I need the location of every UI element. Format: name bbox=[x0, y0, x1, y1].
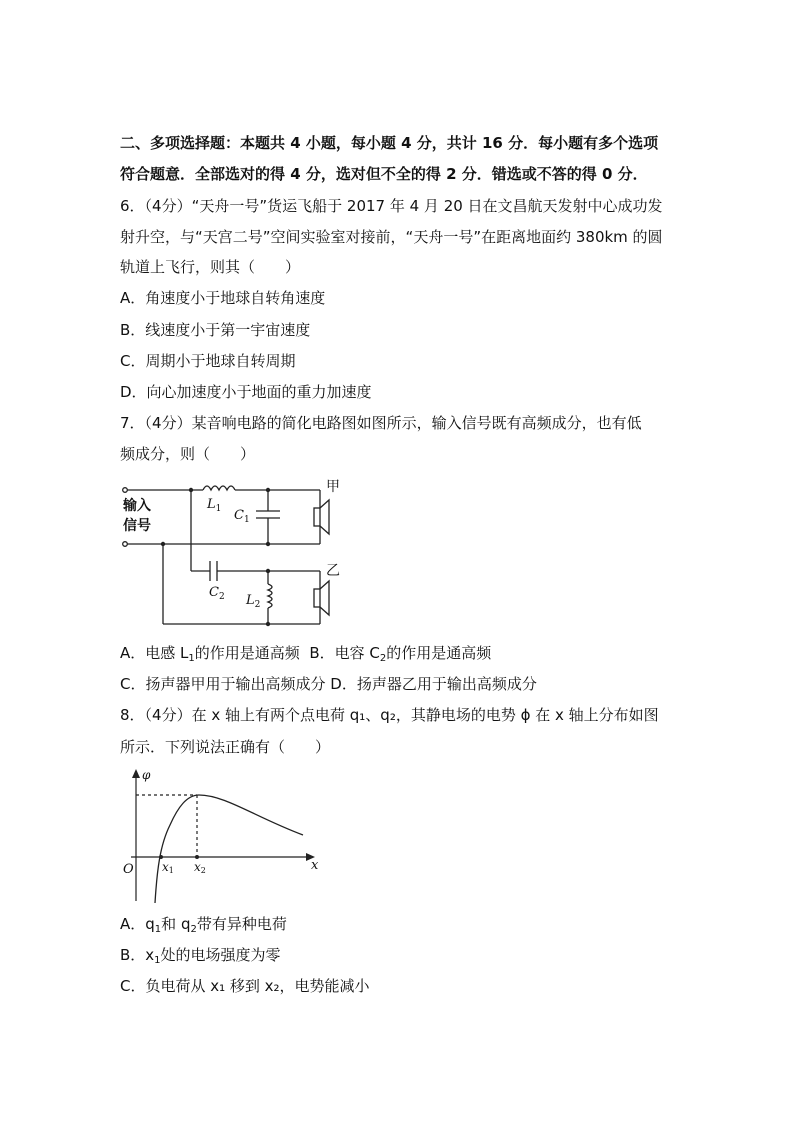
q8-stem-line-2: 所示．下列说法正确有（ ） bbox=[120, 738, 331, 756]
inductor-l1-label: $L_1$ bbox=[207, 497, 222, 514]
q7-stem-line-2: 频成分，则（ ） bbox=[120, 445, 256, 463]
q7-stem-line-1: 7．（4分）某音响电路的简化电路图如图所示，输入信号既有高频成分，也有低 bbox=[120, 414, 642, 432]
x2-point bbox=[195, 855, 199, 859]
section-heading-line-2: 符合题意．全部选对的得 4 分，选对但不全的得 2 分．错选或不答的得 0 分． bbox=[120, 165, 648, 183]
junction-dot bbox=[266, 488, 270, 492]
capacitor-c1-label: $C_1$ bbox=[234, 508, 250, 525]
x-axis-label: x bbox=[311, 858, 319, 873]
q6-option-d: D．向心加速度小于地面的重力加速度 bbox=[120, 383, 372, 401]
q8-option-c: C．负电荷从 x₁ 移到 x₂，电势能减小 bbox=[120, 977, 370, 995]
speaker-jia-label: 甲 bbox=[326, 479, 340, 495]
junction-dot bbox=[161, 542, 165, 546]
section-heading-line-1: 二、多项选择题：本题共 4 小题，每小题 4 分，共计 16 分．每小题有多个选项 bbox=[120, 134, 659, 152]
q7-option-a: A．电感 $L_1$的作用是通高频 bbox=[120, 644, 300, 664]
x1-label: x1 bbox=[162, 860, 174, 875]
q6-stem-line-3: 轨道上飞行，则其（ ） bbox=[120, 258, 301, 276]
junction-dot bbox=[189, 488, 193, 492]
q6-stem-line-1: 6．（4分）“天舟一号”货运飞船于 2017 年 4 月 20 日在文昌航天发射中心成功发 bbox=[120, 197, 663, 215]
junction-dot bbox=[266, 622, 270, 626]
q8-option-a: A．$q_1$和 $q_2$带有异种电荷 bbox=[120, 915, 287, 935]
q7-options-row-2 bbox=[120, 674, 537, 694]
x1-point bbox=[159, 855, 163, 859]
junction-dot bbox=[266, 569, 270, 573]
junction-dot bbox=[266, 542, 270, 546]
q7-option-b: B．电容 $C_2$的作用是通高频 bbox=[309, 644, 492, 664]
q8-stem-line-1: 8．（4分）在 x 轴上有两个点电荷 q₁、q₂，其静电场的电势 ϕ 在 x 轴上分布如图 bbox=[120, 706, 659, 724]
q8-option-b: B．$x_1$处的电场强度为零 bbox=[120, 946, 281, 966]
q7-option-c: C．扬声器甲用于输出高频成分 bbox=[120, 675, 326, 693]
origin-label: O bbox=[123, 862, 134, 877]
q6-option-c: C．周期小于地球自转周期 bbox=[120, 352, 296, 370]
q6-option-a: A．角速度小于地球自转角速度 bbox=[120, 289, 326, 307]
input-label-1: 输入 bbox=[123, 498, 151, 514]
q7-option-d: D．扬声器乙用于输出高频成分 bbox=[330, 675, 537, 693]
x2-label: x2 bbox=[194, 860, 206, 875]
inductor-l2-label: $L_2$ bbox=[246, 593, 261, 610]
phi-axis-label: φ bbox=[142, 768, 151, 782]
capacitor-c2-label: $C_2$ bbox=[209, 585, 225, 602]
q7-circuit-diagram bbox=[115, 478, 355, 630]
speaker-yi-label: 乙 bbox=[326, 563, 340, 579]
q8-potential-graph bbox=[115, 765, 330, 905]
input-label-2: 信号 bbox=[123, 518, 151, 534]
q6-option-b: B．线速度小于第一宇宙速度 bbox=[120, 321, 311, 339]
q7-options-row-1 bbox=[120, 643, 491, 669]
q6-stem-line-2: 射升空，与“天宫二号”空间实验室对接前，“天舟一号”在距离地面约 380km 的圆 bbox=[120, 228, 663, 246]
